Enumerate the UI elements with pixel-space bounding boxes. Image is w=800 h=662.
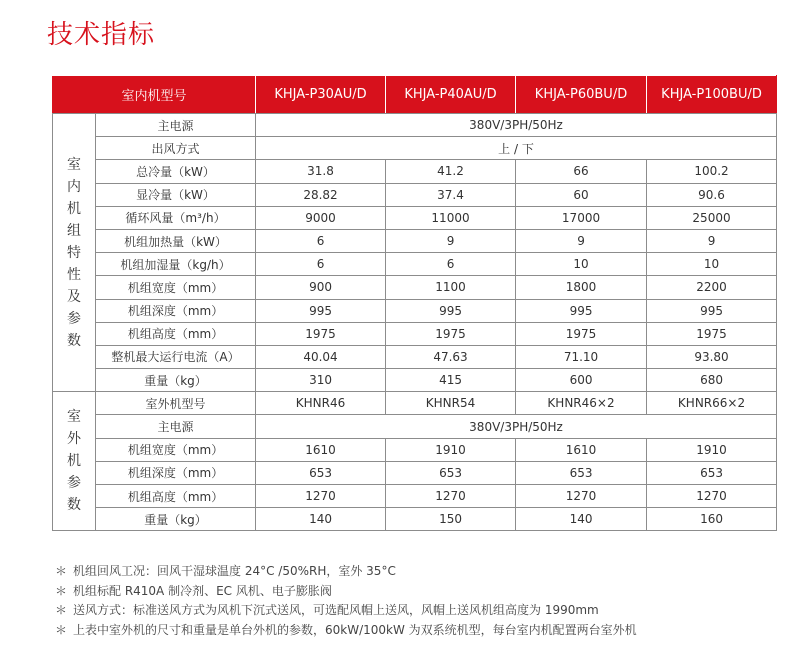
row-label: 整机最大运行电流（A） bbox=[96, 345, 256, 368]
row-value: 37.4 bbox=[386, 183, 516, 206]
row-value: KHNR66×2 bbox=[647, 392, 777, 415]
row-value: 1100 bbox=[386, 276, 516, 299]
table-row bbox=[53, 369, 777, 392]
row-value: 1975 bbox=[647, 322, 777, 345]
row-value: KHNR46×2 bbox=[516, 392, 647, 415]
row-label: 机组宽度（mm） bbox=[96, 276, 256, 299]
spec-table bbox=[52, 75, 777, 531]
row-value: 140 bbox=[516, 508, 647, 531]
header-indoor-model-label: 室内机型号 bbox=[53, 76, 256, 114]
table-row bbox=[53, 345, 777, 368]
table-row bbox=[53, 299, 777, 322]
row-label: 机组高度（mm） bbox=[96, 485, 256, 508]
row-value: 71.10 bbox=[516, 345, 647, 368]
row-value: 1800 bbox=[516, 276, 647, 299]
row-value: 9 bbox=[386, 229, 516, 252]
notes-section bbox=[55, 562, 637, 640]
row-label: 机组加热量（kW） bbox=[96, 229, 256, 252]
group-label-char: 及 bbox=[67, 288, 81, 305]
row-label: 重量（kg） bbox=[96, 508, 256, 531]
row-value: 11000 bbox=[386, 206, 516, 229]
row-value: 2200 bbox=[647, 276, 777, 299]
note-text: 送风方式：标准送风方式为风机下沉式送风，可选配风帽上送风，风帽上送风机组高度为 1990mm bbox=[73, 603, 599, 617]
group-label-char: 特 bbox=[67, 244, 81, 261]
row-value: 6 bbox=[386, 253, 516, 276]
row-value-all-models: 380V/3PH/50Hz bbox=[256, 114, 777, 137]
outdoor-group-label bbox=[53, 392, 96, 531]
header-model: KHJA-P30AU/D bbox=[256, 76, 386, 114]
row-value: 160 bbox=[647, 508, 777, 531]
row-value: 680 bbox=[647, 369, 777, 392]
note-item bbox=[55, 601, 637, 621]
row-value: 900 bbox=[256, 276, 386, 299]
asterisk-icon: ＊ bbox=[55, 564, 68, 578]
row-value: 90.6 bbox=[647, 183, 777, 206]
row-label: 主电源 bbox=[96, 114, 256, 137]
header-model: KHJA-P60BU/D bbox=[516, 76, 647, 114]
row-value: 1270 bbox=[386, 485, 516, 508]
row-label: 机组加湿量（kg/h） bbox=[96, 253, 256, 276]
table-row bbox=[53, 415, 777, 438]
indoor-group-label bbox=[53, 114, 96, 392]
row-value: 310 bbox=[256, 369, 386, 392]
row-label: 室外机型号 bbox=[96, 392, 256, 415]
table-row bbox=[53, 485, 777, 508]
row-value: 10 bbox=[647, 253, 777, 276]
row-value-all-models: 380V/3PH/50Hz bbox=[256, 415, 777, 438]
header-model: KHJA-P100BU/D bbox=[647, 76, 777, 114]
group-label-char: 机 bbox=[67, 200, 81, 217]
row-value: 1610 bbox=[256, 438, 386, 461]
table-row bbox=[53, 137, 777, 160]
page-title: 技术指标 bbox=[47, 20, 156, 50]
table-row bbox=[53, 114, 777, 137]
row-label: 重量（kg） bbox=[96, 369, 256, 392]
row-value: 653 bbox=[647, 461, 777, 484]
table-row bbox=[53, 183, 777, 206]
asterisk-icon: ＊ bbox=[55, 603, 68, 617]
row-value: 9 bbox=[516, 229, 647, 252]
note-item bbox=[55, 562, 637, 582]
group-label-char: 参 bbox=[67, 310, 81, 327]
row-label: 机组深度（mm） bbox=[96, 299, 256, 322]
group-label-char: 外 bbox=[67, 431, 81, 448]
note-text: 机组标配 R410A 制冷剂、EC 风机、电子膨胀阀 bbox=[73, 583, 332, 598]
row-value: 25000 bbox=[647, 206, 777, 229]
asterisk-icon: ＊ bbox=[55, 622, 68, 637]
row-value: 1910 bbox=[386, 438, 516, 461]
row-label: 总冷量（kW） bbox=[96, 160, 256, 183]
row-value: 47.63 bbox=[386, 345, 516, 368]
table-row bbox=[53, 508, 777, 531]
row-value: KHNR46 bbox=[256, 392, 386, 415]
row-value: 9 bbox=[647, 229, 777, 252]
row-value: 1975 bbox=[256, 322, 386, 345]
row-value: 100.2 bbox=[647, 160, 777, 183]
row-value: 31.8 bbox=[256, 160, 386, 183]
row-value: 6 bbox=[256, 253, 386, 276]
group-label-char: 数 bbox=[67, 497, 81, 514]
row-value: 1975 bbox=[386, 322, 516, 345]
row-value: 415 bbox=[386, 369, 516, 392]
row-label: 机组高度（mm） bbox=[96, 322, 256, 345]
table-row bbox=[53, 392, 777, 415]
row-value: 6 bbox=[256, 229, 386, 252]
row-value: 1270 bbox=[256, 485, 386, 508]
row-value: 28.82 bbox=[256, 183, 386, 206]
row-value: 995 bbox=[516, 299, 647, 322]
row-value: 41.2 bbox=[386, 160, 516, 183]
row-value: 653 bbox=[256, 461, 386, 484]
note-text: 上表中室外机的尺寸和重量是单台外机的参数，60kW/100kW 为双系统机型，每台室内机配置两台室外机 bbox=[73, 622, 637, 637]
row-value: 600 bbox=[516, 369, 647, 392]
row-value: 1975 bbox=[516, 322, 647, 345]
row-value: 60 bbox=[516, 183, 647, 206]
group-label-char: 参 bbox=[67, 475, 81, 492]
row-value: 995 bbox=[386, 299, 516, 322]
row-value: 10 bbox=[516, 253, 647, 276]
row-label: 主电源 bbox=[96, 415, 256, 438]
row-value: 150 bbox=[386, 508, 516, 531]
row-label: 机组深度（mm） bbox=[96, 461, 256, 484]
row-value: 66 bbox=[516, 160, 647, 183]
row-value: 140 bbox=[256, 508, 386, 531]
table-header-row bbox=[53, 76, 777, 114]
row-value: 1910 bbox=[647, 438, 777, 461]
table-row bbox=[53, 461, 777, 484]
table-row bbox=[53, 438, 777, 461]
table-row bbox=[53, 276, 777, 299]
note-text: 机组回风工况：回风干湿球温度 24°C /50%RH，室外 35°C bbox=[73, 564, 396, 578]
row-value: 653 bbox=[386, 461, 516, 484]
row-value: 17000 bbox=[516, 206, 647, 229]
row-value: KHNR54 bbox=[386, 392, 516, 415]
row-label: 循环风量（m³/h） bbox=[96, 206, 256, 229]
row-label: 出风方式 bbox=[96, 137, 256, 160]
row-value: 995 bbox=[647, 299, 777, 322]
group-label-char: 室 bbox=[67, 156, 81, 173]
table-row bbox=[53, 253, 777, 276]
header-model: KHJA-P40AU/D bbox=[386, 76, 516, 114]
row-value: 1270 bbox=[516, 485, 647, 508]
group-label-char: 性 bbox=[67, 266, 81, 283]
note-item bbox=[55, 621, 637, 641]
table-row bbox=[53, 160, 777, 183]
table-row bbox=[53, 322, 777, 345]
asterisk-icon: ＊ bbox=[55, 583, 68, 598]
row-value: 995 bbox=[256, 299, 386, 322]
row-value: 1610 bbox=[516, 438, 647, 461]
table-row bbox=[53, 229, 777, 252]
row-value: 9000 bbox=[256, 206, 386, 229]
note-item bbox=[55, 582, 637, 602]
row-value: 1270 bbox=[647, 485, 777, 508]
table-row bbox=[53, 206, 777, 229]
row-value: 40.04 bbox=[256, 345, 386, 368]
row-value: 93.80 bbox=[647, 345, 777, 368]
row-label: 机组宽度（mm） bbox=[96, 438, 256, 461]
group-label-char: 组 bbox=[67, 222, 81, 239]
row-label: 显冷量（kW） bbox=[96, 183, 256, 206]
row-value: 653 bbox=[516, 461, 647, 484]
row-value-all-models: 上 / 下 bbox=[256, 137, 777, 160]
group-label-char: 机 bbox=[67, 453, 81, 470]
group-label-char: 数 bbox=[67, 332, 81, 349]
group-label-char: 室 bbox=[67, 409, 81, 426]
group-label-char: 内 bbox=[67, 178, 81, 195]
